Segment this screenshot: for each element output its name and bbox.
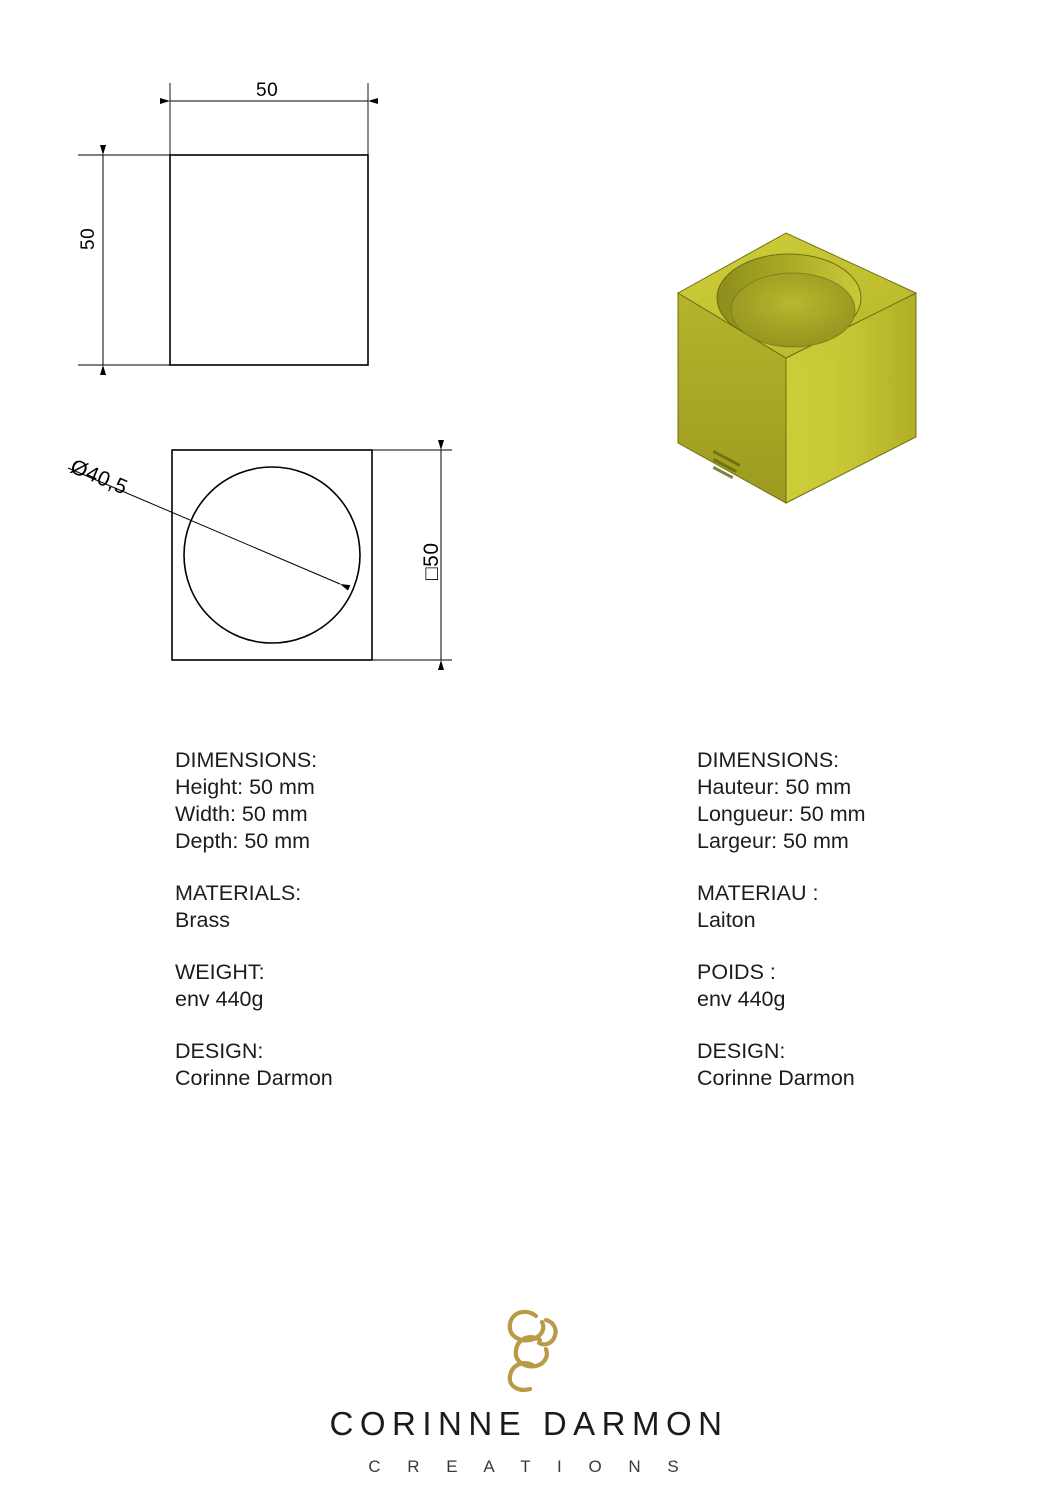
front-view-square-label: □50 [420, 542, 443, 580]
brand-name: CORINNE DARMON [329, 1405, 729, 1442]
design-value-fr: Corinne Darmon [697, 1066, 855, 1090]
weight-value-en: env 440g [175, 987, 264, 1011]
dimensions-height-en: Height: 50 mm [175, 775, 315, 799]
dimensions-depth-en: Depth: 50 mm [175, 829, 311, 853]
materials-value-en: Brass [175, 908, 230, 932]
top-view-height-label: 50 [78, 227, 99, 250]
spec-group-design-fr [697, 1038, 866, 1092]
brand-footer [0, 1300, 1058, 1477]
brand-monogram-icon [474, 1300, 584, 1395]
spec-group-dimensions-fr [697, 747, 866, 855]
spec-group-materials-fr [697, 880, 866, 934]
spec-group-weight-en [175, 959, 333, 1013]
spec-group-dimensions-en [175, 747, 333, 855]
brass-cube-3d-render [678, 233, 916, 503]
materials-value-fr: Laiton [697, 908, 756, 932]
dimensions-heading-fr: DIMENSIONS: [697, 748, 840, 772]
dimensions-width-en: Width: 50 mm [175, 802, 308, 826]
materials-heading-fr: MATERIAU : [697, 881, 819, 905]
spec-group-design-en [175, 1038, 333, 1092]
design-heading-fr: DESIGN: [697, 1039, 786, 1063]
top-view-width-label: 50 [256, 80, 279, 101]
top-view-square [78, 83, 368, 365]
spec-group-weight-fr [697, 959, 866, 1013]
dimensions-hauteur-fr: Hauteur: 50 mm [697, 775, 852, 799]
weight-value-fr: env 440g [697, 987, 786, 1011]
bore-diameter-label: Ø40,5 [67, 455, 131, 500]
weight-heading-fr: POIDS : [697, 960, 776, 984]
spec-group-materials-en [175, 880, 333, 934]
materials-heading-en: MATERIALS: [175, 881, 302, 905]
design-heading-en: DESIGN: [175, 1039, 264, 1063]
design-value-en: Corinne Darmon [175, 1066, 333, 1090]
specifications-french [697, 747, 866, 1092]
weight-heading-en: WEIGHT: [175, 960, 265, 984]
dimensions-heading-en: DIMENSIONS: [175, 748, 318, 772]
specifications-english [175, 747, 333, 1092]
brand-subtitle: C R E A T I O N S [368, 1457, 690, 1476]
dimensions-longueur-fr: Longueur: 50 mm [697, 802, 866, 826]
technical-drawing-area [0, 0, 1058, 700]
dimensions-largeur-fr: Largeur: 50 mm [697, 829, 849, 853]
drawing-svg [0, 0, 1058, 700]
